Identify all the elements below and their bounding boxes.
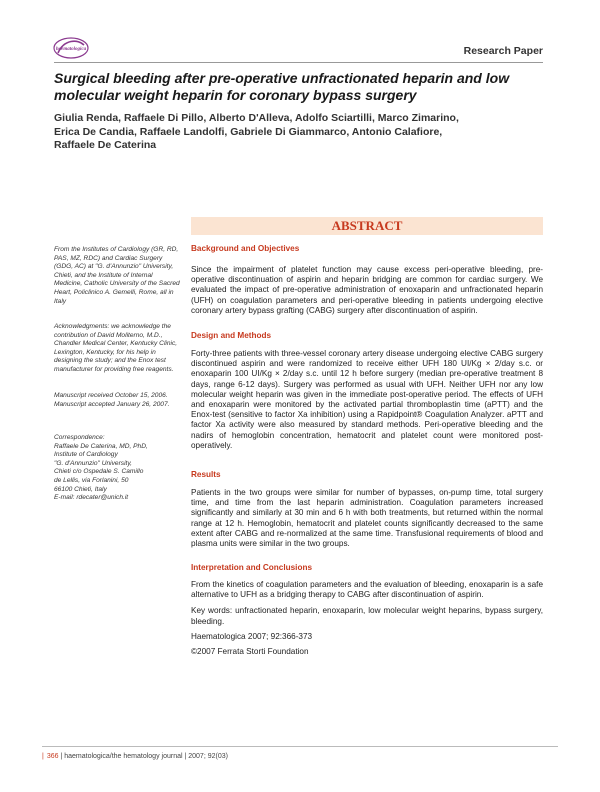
section-text-design: Forty-three patients with three-vessel coronary artery disease undergoing elective CABG surgery discontinued aspirin and were randomized to receive either UFH 180 UI/Kg × 2/day s.c. or enoxaparin 100 UI/Kg × 2/day s.c. until 12 h before surgery (median pre-operative treatment 8 days, range 6-12 days). Surgery was performed as usual with UFH. Neither UFH nor any low molecular weight heparin was given in the immediate post-operative period. The effects of UFH and enoxaparin were monitored by the activated partial thromboplastin time (aPTT) and the Enox-test (sensitive to factor Xa inhibition) using a Rapidpoint® Coagulation Analyzer. aPTT and factor Xa activity were also measured by standard methods. Peri-operative bleeding and the nadirs of hemoglobin concentration, hematocrit and platelet count were monitored post-operatively. xyxy=(191,349,543,450)
section-design xyxy=(191,349,543,451)
keywords: Key words: unfractionated heparin, enoxaparin, low molecular weight heparins, bypass surgery, bleeding. xyxy=(191,606,543,626)
paper-title: Surgical bleeding after pre-operative unfractionated heparin and low molecular weight heparin for coronary bypass surgery xyxy=(54,70,510,103)
correspondence-line: Raffaele De Caterina, MD, PhD, xyxy=(54,442,148,450)
journal-name: haematologica/the hematology journal | 2007; 92(03) xyxy=(64,753,228,760)
footer-divider: | xyxy=(42,753,44,760)
page-number: 366 xyxy=(46,753,59,760)
manuscript-text: Manuscript received October 15, 2006. Manuscript accepted January 26, 2007. xyxy=(54,392,170,408)
correspondence-block xyxy=(54,434,180,503)
author-line: Giulia Renda, Raffaele Di Pillo, Alberto D'Alleva, Adolfo Sciartilli, Marco Zimarino, xyxy=(54,112,459,124)
section-results xyxy=(191,488,543,549)
correspondence-email[interactable]: E-mail: rdecater@unich.it xyxy=(54,494,129,502)
author-line: Erica De Candia, Raffaele Landolfi, Gabriele Di Giammarco, Antonio Calafiore, xyxy=(54,125,443,138)
section-background xyxy=(191,265,543,316)
page-footer xyxy=(42,753,228,760)
section-heading-results: Results xyxy=(191,470,221,479)
affiliation-note xyxy=(54,246,180,306)
section-interpretation xyxy=(191,580,543,657)
paper-type-label: Research Paper xyxy=(463,45,543,57)
section-heading-design: Design and Methods xyxy=(191,331,272,340)
correspondence-line: Correspondence: xyxy=(54,434,105,441)
section-heading-background: Background and Objectives xyxy=(191,244,300,253)
correspondence-line: 66100 Chieti, Italy xyxy=(54,485,107,493)
section-text-background: Since the impairment of platelet function may cause excess peri-operative bleeding, pre-operative discontinuation of aspirin and heparin bridging are common for cardiac surgery. We evaluated the impact of pre-operative administration of enoxaparin and unfractionated heparin (UFH) on coagulation parameters and peri-operative bleeding in patients undergoing elective coronary artery bypass grafting (CABG) surgery after discontinuation of aspirin. xyxy=(191,265,543,315)
author-line: Raffaele De Caterina xyxy=(54,139,157,151)
citation: Haematologica 2007; 92:366-373 xyxy=(191,631,313,641)
section-text-results: Patients in the two groups were similar for number of bypasses, on-pump time, total surgery time, and time from the last heparin administration. Coagulation parameters increased significantly and similarly at 30 min and 6 h with both treatments, but returned within the normal range at 12 h. Hemoglobin, hematocrit and platelet counts significantly decreased to the same extent after CABG and re-normalized at the same time. Transfusional requirements of blood and plasma units were similar in the two groups. xyxy=(191,488,543,549)
logo-text: haematologica xyxy=(55,47,87,52)
footer-divider: | xyxy=(60,753,65,760)
manuscript-dates xyxy=(54,392,180,409)
section-heading-interpretation: Interpretation and Conclusions xyxy=(191,563,313,572)
correspondence-line: "G. d'Annunzio" University, xyxy=(54,459,133,467)
footer-rule xyxy=(42,746,558,747)
header-rule xyxy=(54,62,543,63)
abstract-heading: ABSTRACT xyxy=(191,217,543,235)
correspondence-line: Institute of Cardiology xyxy=(54,451,118,459)
correspondence-line: Chieti c/o Ospedale S. Camillo xyxy=(54,468,144,476)
correspondence-line: de Lellis, via Forlanini, 50 xyxy=(54,476,129,484)
acknowledgments-note xyxy=(54,323,180,375)
section-text-interpretation: From the kinetics of coagulation parameters and the evaluation of bleeding, enoxaparin is a safe alternative to UFH as a bridging therapy to CABG after discontinuation of aspirin. xyxy=(191,580,543,600)
author-list xyxy=(54,112,524,153)
journal-logo xyxy=(52,36,90,60)
affiliation-text: From the Institutes of Cardiology (GR, RD, PAS, MZ, RDC) and Cardiac Surgery (GDG, AC) at "G. d'Annunzio" University, Chieti, and the Institute of Internal Medicine, Catholic University of the Sacred Heart, Policlinico A. Gemelli, Rome, all in Italy xyxy=(54,246,180,305)
copyright: ©2007 Ferrata Storti Foundation xyxy=(191,647,309,657)
acknowledgments-text: Acknowledgments: we acknowledge the contribution of David Moliterno, M.D., Chandler Medical Center, Kentucky Clinic, Lexington, Kentucky, for his help in designing the study; and the Enox test manufacturer for providing free reagents. xyxy=(54,323,178,373)
